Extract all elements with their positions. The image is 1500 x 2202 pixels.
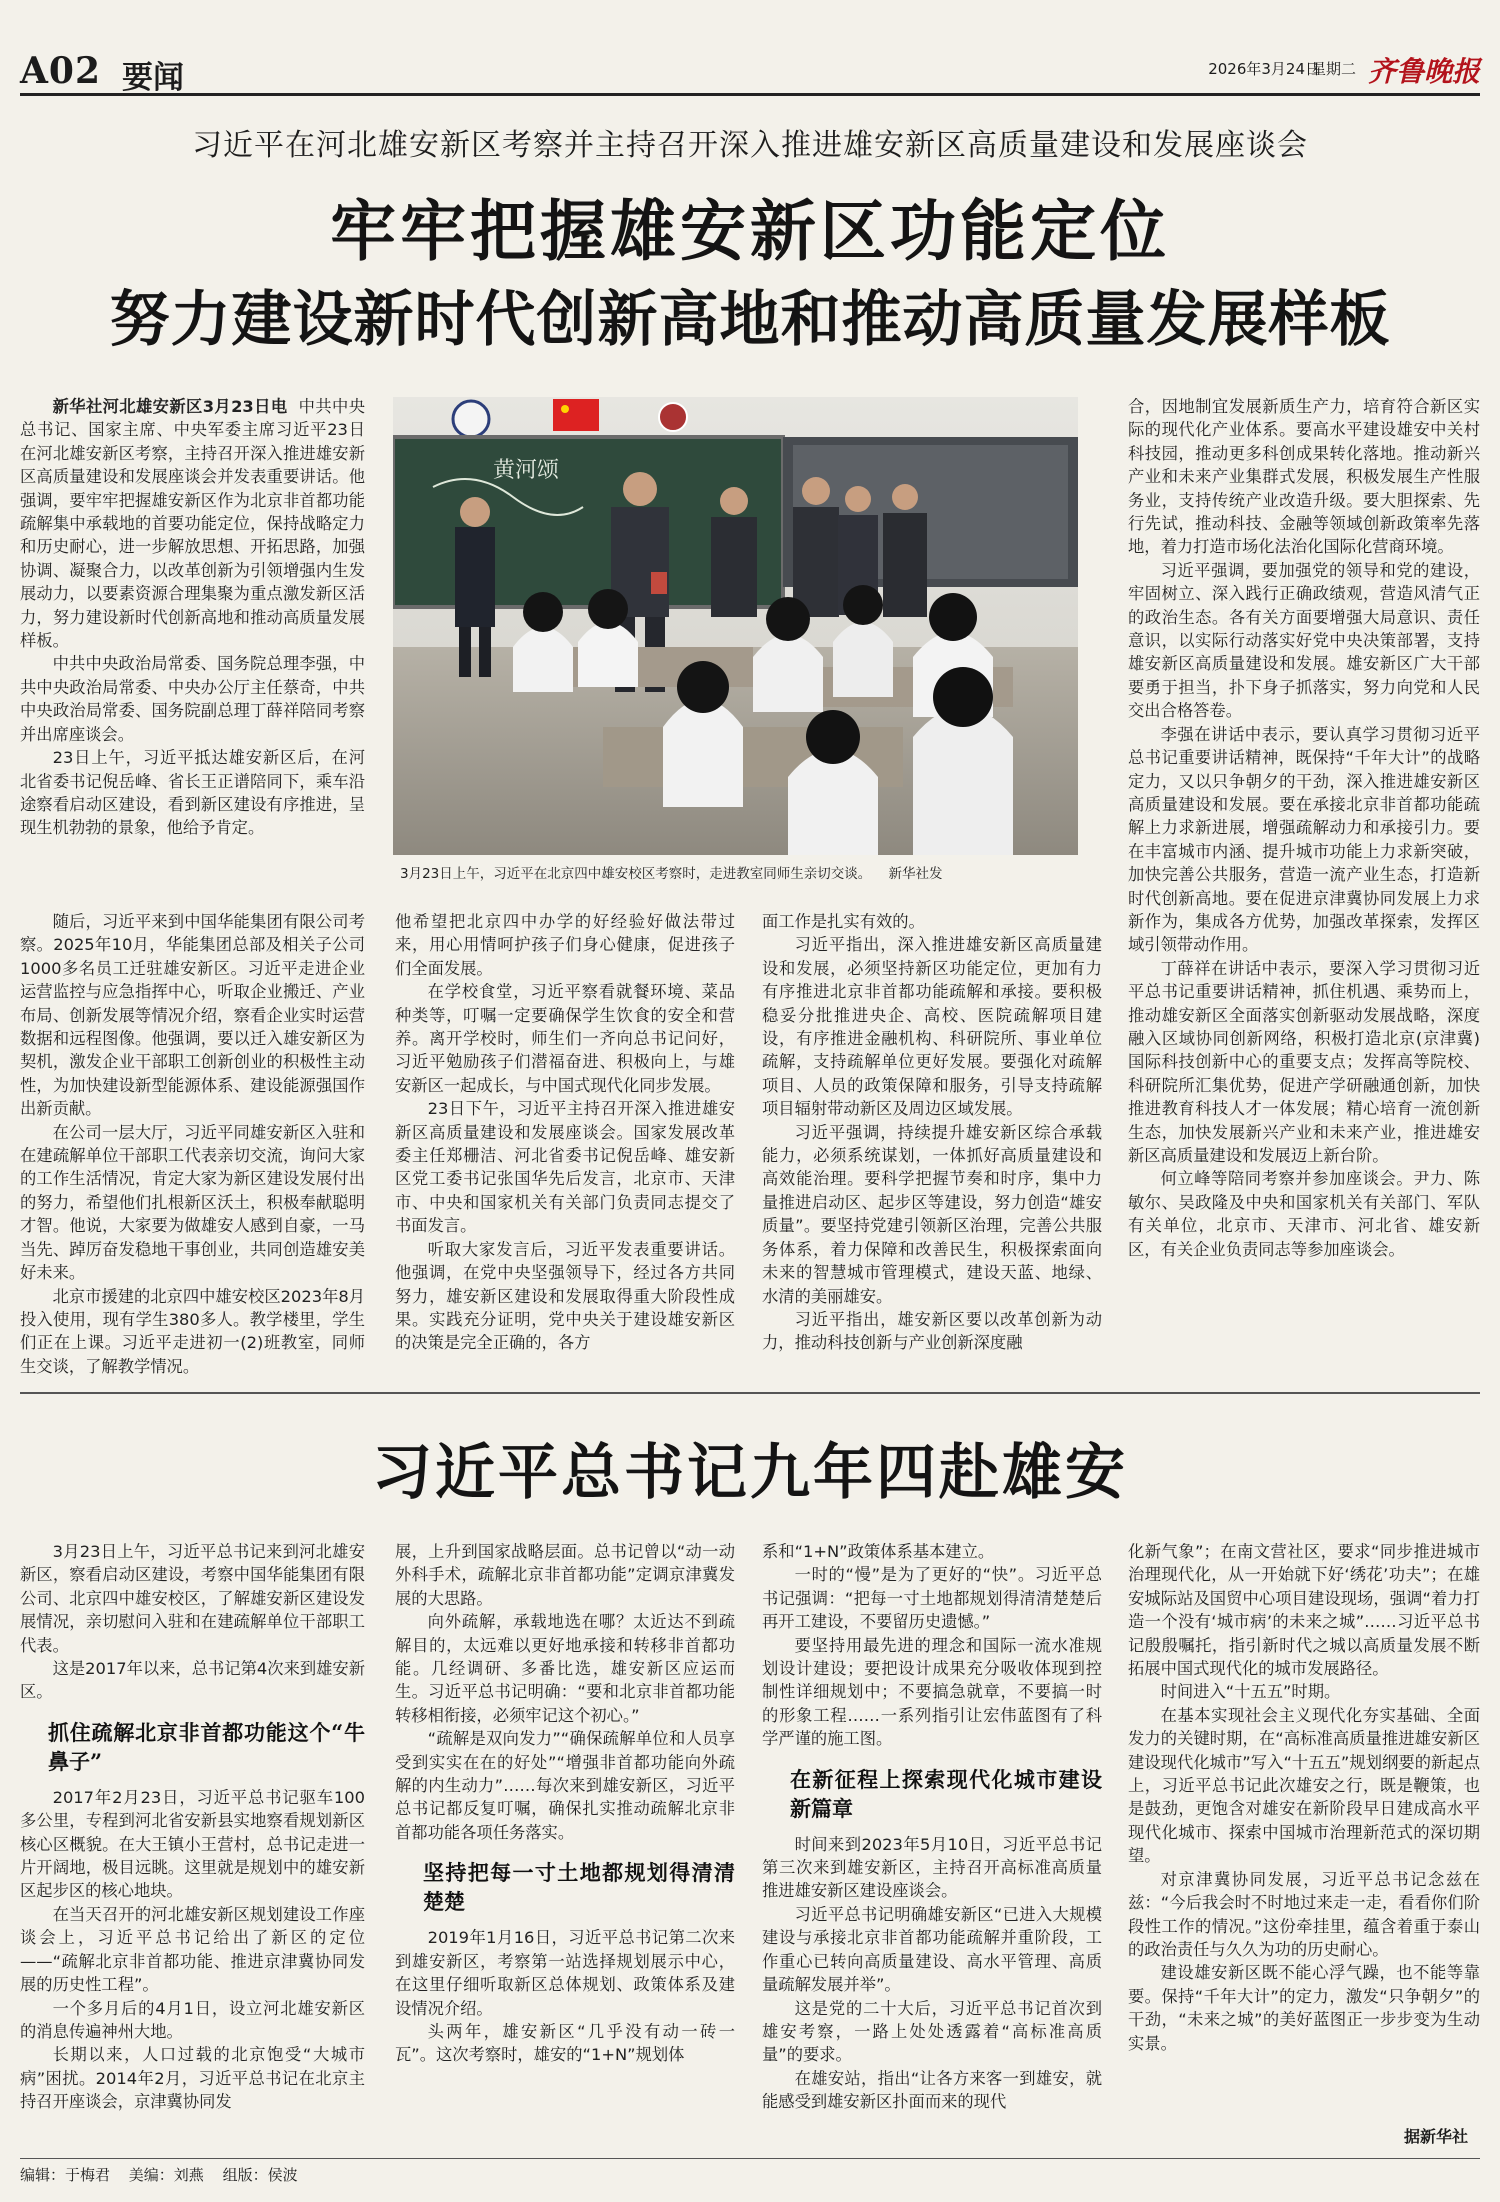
story-paragraph: 头两年，雄安新区“几乎没有动一砖一瓦”。这次考察时，雄安的“1+N”规划体 bbox=[395, 2021, 735, 2065]
lead-kicker: 习近平在河北雄安新区考察并主持召开深入推进雄安新区高质量建设和发展座谈会 bbox=[192, 128, 1308, 163]
story-paragraph: 长期以来，人口过载的北京饱受“大城市病”困扰。2014年2月，习近平总书记在北京主持召开座谈会，京津冀协同发 bbox=[20, 2045, 365, 2112]
section-name: 要闻 bbox=[122, 60, 184, 96]
photo-credit: 新华社发 bbox=[888, 866, 943, 882]
lead-paragraph: 北京市援建的北京四中雄安校区2023年8月投入使用，现有学生380多人。教学楼里，学生们正在上课。习近平走进初一(2)班教室，同师生交谈，了解教学情况。 bbox=[20, 1286, 365, 1376]
footer-divider bbox=[20, 2158, 1480, 2159]
second-headline: 习近平总书记九年四赴雄安 bbox=[372, 1438, 1128, 1508]
page-number: A02 bbox=[20, 50, 102, 92]
story-paragraph: 展，上升到国家战略层面。总书记曾以“动一动外科手术，疏解北京非首都功能”定调京津冀发展的大思路。 bbox=[395, 1542, 735, 1608]
story-paragraph: 这是党的二十大后，习近平总书记首次到雄安考察，一路上处处透露着“高标准高质量”的要求。 bbox=[762, 1998, 1102, 2065]
lead-paragraph: 李强在讲话中表示，要认真学习贯彻习近平总书记重要讲话精神，既保持“千年大计”的战略定力，又以只争朝夕的干劲，深入推进雄安新区高质量建设和发展。要在承接北京非首都功能疏解上力求新进展，增强疏解动力和承接引力。要在丰富城市内涵、提升城市功能上力求新突破，加快完善公共服务，营造一流产业生态，打造新时代创新高地。要在促进京津冀协同发展上力求新作为，集成各方优势，加强改革探索，发挥区域引领带动作用。 bbox=[1128, 724, 1480, 955]
lead-column-1-continued bbox=[20, 910, 365, 1380]
second-column-1 bbox=[20, 1540, 365, 2160]
story-paragraph: 在当天召开的河北雄安新区规划建设工作座谈会上，习近平总书记给出了新区的定位——“疏解北京非首都功能、推进京津冀协同发展的历史性工程”。 bbox=[20, 1904, 365, 1995]
editor-credit: 编辑：于梅君 bbox=[20, 2166, 111, 2184]
footer-credits bbox=[20, 2164, 312, 2185]
lead-paragraph: 丁薛祥在讲话中表示，要深入学习贯彻习近平总书记重要讲话精神，抓住机遇、乘势而上，推动雄安新区全面落实创新驱动发展战略，深度融入区域协同创新网络，积极打造北京(京津冀)国际科技创新中心的重要支点；发挥高等院校、科研院所汇集优势，促进产学研融通创新，加快推进教育科技人才一体发展；精心培育一流创新生态，加快发展新兴产业和未来产业，推进雄安新区高质量建设和发展迈上新台阶。 bbox=[1128, 958, 1480, 1165]
art-editor-credit: 美编：刘燕 bbox=[128, 2166, 204, 2184]
lead-paragraph: 听取大家发言后，习近平发表重要讲话。他强调，在党中央坚强领导下，经过各方共同努力，雄安新区建设和发展取得重大阶段性成果。实践充分证明，党中央关于建设雄安新区的决策是完全正确的，各方 bbox=[395, 1239, 735, 1353]
issue-weekday: 星期二 bbox=[1310, 60, 1356, 78]
lead-paragraph: 面工作是扎实有效的。 bbox=[762, 912, 925, 931]
lead-paragraph: 习近平指出，雄安新区要以改革创新为动力，推动科技创新与产业创新深度融 bbox=[762, 1309, 1102, 1353]
second-column-3 bbox=[762, 1540, 1102, 2160]
story-paragraph: 建设雄安新区既不能心浮气躁，也不能等靠要。保持“千年大计”的定力，激发“只争朝夕”的干劲，“未来之城”的美好蓝图正一步步变为生动实景。 bbox=[1128, 1963, 1480, 2053]
lead-column-1 bbox=[20, 395, 365, 905]
blackboard-text: 黄河颂 bbox=[493, 458, 560, 483]
story-paragraph: 时间进入“十五五”时期。 bbox=[1160, 1682, 1341, 1702]
story-paragraph: 2019年1月16日，习近平总书记第二次来到雄安新区，考察第一站选择规划展示中心，在这里仔细听取新区总体规划、政策体系及建设情况介绍。 bbox=[395, 1928, 735, 2018]
lead-paragraph: 何立峰等陪同考察并参加座谈会。尹力、陈敏尔、吴政隆及中央和国家机关有关部门、军队有关单位，北京市、天津市、河北省、雄安新区，有关企业负责同志等参加座谈会。 bbox=[1128, 1169, 1480, 1259]
second-column-2 bbox=[395, 1540, 735, 2160]
lead-column-4 bbox=[1128, 395, 1480, 1380]
story-paragraph: 化新气象”；在南文营社区，要求“同步推进城市治理现代化，从一开始就下好‘绣花’功夫”；在雄安城际站及国贸中心项目建设现场，强调“着力打造一个没有‘城市病’的未来之城”……习近平总书记殷殷嘱托，指引新时代之城以高质量发展不断拓展中国式现代化的城市发展路径。 bbox=[1128, 1542, 1480, 1679]
section-divider bbox=[20, 1392, 1480, 1394]
photo-caption bbox=[400, 862, 1080, 882]
issue-date: 2026年3月24日 bbox=[1208, 60, 1320, 78]
layout-credit: 组版：侯波 bbox=[222, 2166, 298, 2184]
subheading: 在新征程上探索现代化城市建设新篇章 bbox=[790, 1766, 1102, 1821]
story-paragraph: 3月23日上午，习近平总书记来到河北雄安新区，察看启动区建设，考察中国华能集团有限公司、北京四中雄安校区，了解雄安新区建设发展情况，亲切慰问入驻和在建疏解单位干部职工代表。 bbox=[20, 1542, 365, 1655]
lead-paragraph: 中共中央政治局常委、国务院总理李强，中共中央政治局常委、中央办公厅主任蔡奇，中共中央政治局常委、国务院副总理丁薛祥陪同考察并出席座谈会。 bbox=[20, 654, 365, 744]
lead-paragraph: 随后，习近平来到中国华能集团有限公司考察。2025年10月，华能集团总部及相关子公司1000多名员工迁驻雄安新区。习近平走进企业运营监控与应急指挥中心，听取企业搬迁、产业布局、创新发展等情况介绍，察看企业实时运营数据和远程图像。他强调，要以迁入雄安新区为契机，激发企业干部职工创新创业的积极性主动性，为加快建设新型能源体系、建设能源强国作出新贡献。 bbox=[20, 912, 365, 1119]
dateline: 新华社河北雄安新区3月23日电 bbox=[52, 397, 288, 416]
classroom-photo bbox=[393, 397, 1078, 855]
lead-paragraph: 在学校食堂，习近平察看就餐环境、菜品种类等，叮嘱一定要确保学生饮食的安全和营养。离开学校时，师生们一齐向总书记问好，习近平勉励孩子们潜福奋进、积极向上，与雄安新区一起成长，与中国式现代化同步发展。 bbox=[395, 982, 735, 1095]
lead-paragraph: 中共中央总书记、国家主席、中央军委主席习近平23日在河北雄安新区考察，主持召开深入推进雄安新区高质量建设和发展座谈会并发表重要讲话。他强调，要牢牢把握雄安新区作为北京非首都功能疏解集中承载地的首要功能定位，保持战略定力和历史耐心，进一步解放思想、开拓思路，加强协调、凝聚合力，以改革创新为引领增强内生发展动力，以要素资源合理集聚为重点激发新区活力，努力建设新时代创新高地和推动高质量发展样板。 bbox=[20, 397, 365, 651]
photo-caption-text: 3月23日上午，习近平在北京四中雄安校区考察时，走进教室同师生亲切交谈。 bbox=[400, 866, 872, 882]
story-paragraph: 这是2017年以来，总书记第4次来到雄安新区。 bbox=[20, 1659, 365, 1702]
story-paragraph: 要坚持用最先进的理念和国际一流水准规划设计建设；要把设计成果充分吸收体现到控制性详细规划中；不要搞急就章，不要搞一时的形象工程……一系列指引让宏伟蓝图有了科学严谨的施工图。 bbox=[762, 1635, 1102, 1749]
story-paragraph: 习近平总书记明确雄安新区“已进入大规模建设与承接北京非首都功能疏解并重阶段，工作重心已转向高质量建设、高水平管理、高质量疏解发展并举”。 bbox=[762, 1904, 1102, 1995]
subheading: 抓住疏解北京非首都功能这个“牛鼻子” bbox=[48, 1719, 365, 1774]
lead-paragraph: 习近平指出，深入推进雄安新区高质量建设和发展，必须坚持新区功能定位，更加有力有序推进北京非首都功能疏解和承接。要积极稳妥分批推进央企、高校、医院疏解项目建设，有序推进金融机构、科研院所、事业单位疏解，支持疏解单位更好发展。要强化对疏解项目、人员的政策保障和服务，引导支持疏解项目辐射带动新区及周边区域发展。 bbox=[762, 935, 1102, 1119]
lead-headline-2: 努力建设新时代创新高地和推动高质量发展样板 bbox=[109, 285, 1391, 355]
lead-paragraph: 合，因地制宜发展新质生产力，培育符合新区实际的现代化产业体系。要高水平建设雄安中关村科技园，推动更多科创成果转化落地。推动新兴产业和未来产业集群式发展，积极发展生产性服务业，支持传统产业改造升级。要大胆探索、先行先试，推动科技、金融等领域创新政策率先落地，着力打造市场化法治化国际化营商环境。 bbox=[1128, 397, 1480, 557]
lead-headline-1: 牢牢把握雄安新区功能定位 bbox=[330, 192, 1170, 270]
story-paragraph: 一时的“慢”是为了更好的“快”。习近平总书记强调：“把每一寸土地都规划得清清楚楚后再开工建设，不要留历史遗憾。” bbox=[762, 1565, 1102, 1632]
story-paragraph: 向外疏解，承载地选在哪？太近达不到疏解目的，太远难以更好地承接和转移非首都功能。几经调研、多番比选，雄安新区应运而生。习近平总书记明确：“要和北京非首都功能转移相衔接，必须牢记这个初心。” bbox=[395, 1612, 735, 1725]
lead-paragraph: 23日下午，习近平主持召开深入推进雄安新区高质量建设和发展座谈会。国家发展改革委主任郑栅洁、河北省委书记倪岳峰、雄安新区党工委书记张国华先后发言，北京市、天津市、中央和国家机关有关部门负责同志提交了书面发言。 bbox=[395, 1099, 735, 1236]
story-paragraph: 系和“1+N”政策体系基本建立。 bbox=[762, 1542, 995, 1561]
paper-logo: 齐鲁晚报 bbox=[1367, 55, 1480, 88]
masthead bbox=[20, 46, 1480, 96]
lead-paragraph: 习近平强调，要加强党的领导和党的建设，牢固树立、深入践行正确政绩观，营造风清气正的政治生态。各有关方面要增强大局意识、责任意识，以实际行动落实好党中央决策部署，支持雄安新区高质量建设和发展。雄安新区广大干部要勇于担当，扑下身子抓落实，努力向党和人民交出合格答卷。 bbox=[1128, 560, 1480, 721]
lead-column-2 bbox=[395, 910, 735, 1380]
lead-column-3 bbox=[762, 910, 1102, 1380]
lead-paragraph: 他希望把北京四中办学的好经验好做法带过来，用心用情呵护孩子们身心健康，促进孩子们全面发展。 bbox=[395, 912, 735, 978]
story-paragraph: 在基本实现社会主义现代化夯实基础、全面发力的关键时期，在“高标准高质量推进雄安新区建设现代化城市”写入“十五五”规划纲要的新起点上，习近平总书记此次雄安之行，既是鞭策，也是鼓劲，更饱含对雄安在新阶段早日建成高水平现代化城市、探索中国城市治理新范式的深切期望。 bbox=[1128, 1705, 1480, 1866]
source-credit: 据新华社 bbox=[1403, 2127, 1468, 2146]
lead-paragraph: 23日上午，习近平抵达雄安新区后，在河北省委书记倪岳峰、省长王正谱陪同下，乘车沿途察看启动区建设，看到新区建设有序推进，呈现生机勃勃的景象，他给予肯定。 bbox=[20, 748, 365, 838]
story-paragraph: 时间来到2023年5月10日，习近平总书记第三次来到雄安新区，主持召开高标准高质量推进雄安新区建设座谈会。 bbox=[762, 1834, 1102, 1901]
second-column-4 bbox=[1128, 1540, 1480, 2145]
story-paragraph: “疏解是双向发力”“确保疏解单位和人员享受到实实在在的好处”“增强非首都功能向外疏解的内生动力”……每次来到雄安新区，习近平总书记都反复叮嘱，确保扎实推动疏解北京非首都功能各项任务落实。 bbox=[395, 1729, 735, 1842]
story-paragraph: 一个多月后的4月1日，设立河北雄安新区的消息传遍神州大地。 bbox=[20, 1998, 365, 2041]
lead-paragraph: 在公司一层大厅，习近平同雄安新区入驻和在建疏解单位干部职工代表亲切交流，询问大家的工作生活情况，肯定大家为新区建设发展付出的努力，希望他们扎根新区沃土，积极奉献聪明才智。他说，大家要为做雄安人感到自豪，一马当先、踔厉奋发稳地干事创业，共同创造雄安美好未来。 bbox=[20, 1122, 365, 1283]
story-paragraph: 对京津冀协同发展，习近平总书记念兹在兹：“今后我会时不时地过来走一走，看看你们阶段性工作的情况。”这份牵挂里，蕴含着重于泰山的政治责任与久久为功的历史耐心。 bbox=[1128, 1869, 1480, 1959]
subheading: 坚持把每一寸土地都规划得清清楚楚 bbox=[423, 1860, 735, 1915]
news-photo bbox=[393, 397, 1078, 855]
story-paragraph: 在雄安站，指出“让各方来客一到雄安，就能感受到雄安新区扑面而来的现代 bbox=[762, 2068, 1102, 2112]
lead-paragraph: 习近平强调，持续提升雄安新区综合承载能力，必须系统谋划，一体抓好高质量建设和高效能治理。要科学把握节奏和时序，集中力量推进启动区、起步区等建设，努力创造“雄安质量”。要坚持党建引领新区治理，完善公共服务体系，着力保障和改善民生，积极探索面向未来的智慧城市管理模式，建设天蓝、地绿、水清的美丽雄安。 bbox=[762, 1122, 1102, 1306]
story-paragraph: 2017年2月23日，习近平总书记驱车100多公里，专程到河北省安新县实地察看规划新区核心区概貌。在大王镇小王营村，总书记走进一片开阔地，极目远眺。这里就是规划中的雄安新区起步区的核心地块。 bbox=[20, 1787, 365, 1901]
